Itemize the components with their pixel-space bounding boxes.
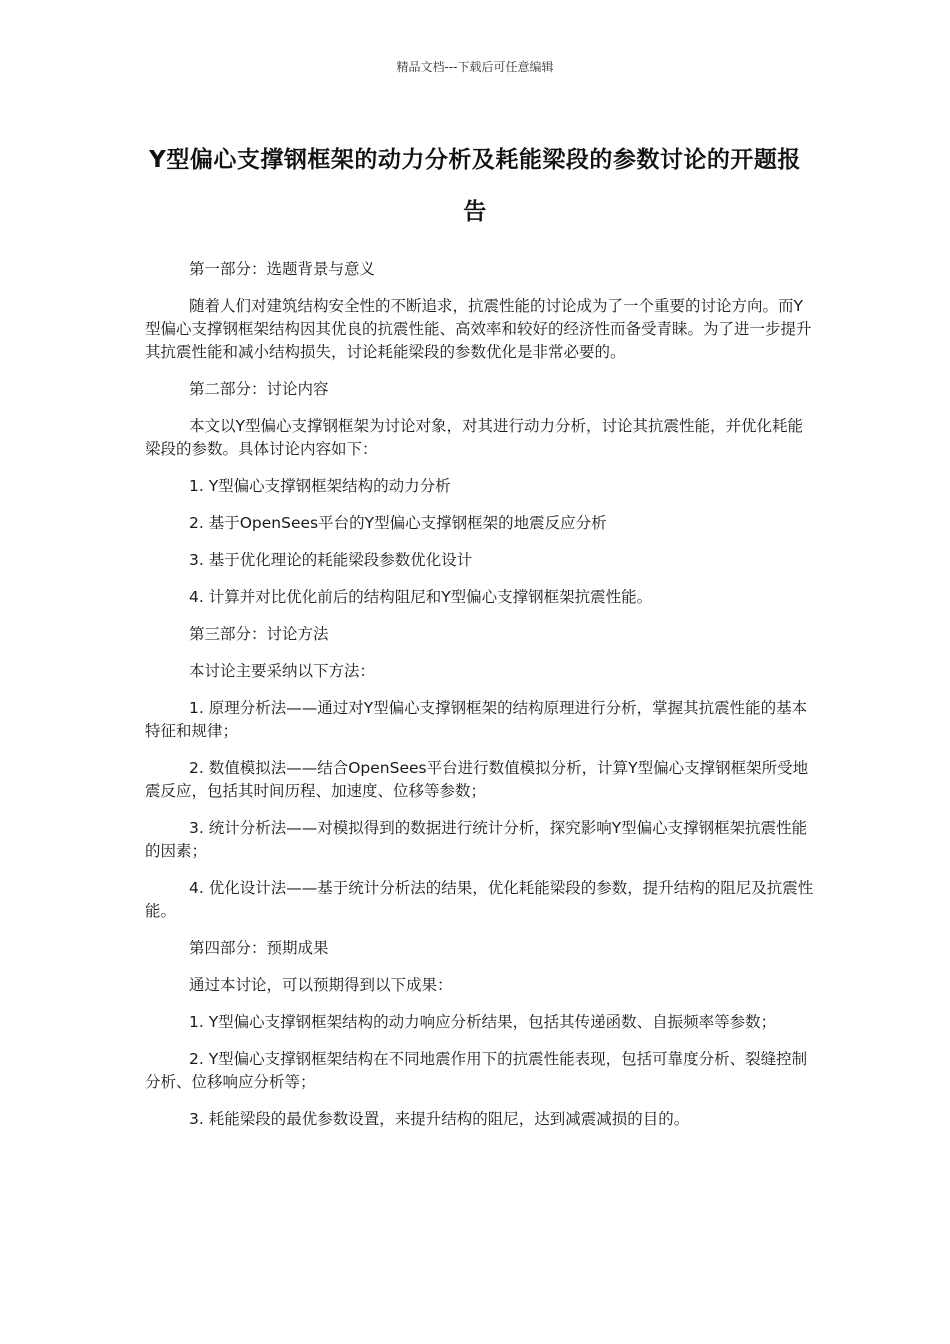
list-item: 1. 原理分析法——通过对Y型偏心支撑钢框架的结构原理进行分析，掌握其抗震性能的基本特征和规律；	[145, 699, 808, 740]
list-item: 1. Y型偏心支撑钢框架结构的动力分析	[189, 477, 451, 495]
document-body	[145, 258, 815, 1145]
section-heading: 第二部分：讨论内容	[189, 380, 329, 398]
section-heading: 第一部分：选题背景与意义	[189, 260, 376, 278]
paragraph: 随着人们对建筑结构安全性的不断追求，抗震性能的讨论成为了一个重要的讨论方向。而Y型偏心支撑钢框架结构因其优良的抗震性能、高效率和较好的经济性而备受青睐。为了进一步提升其抗震性能和减小结构损失，讨论耗能梁段的参数优化是非常必要的。	[145, 297, 812, 361]
list-item: 2. Y型偏心支撑钢框架结构在不同地震作用下的抗震性能表现，包括可靠度分析、裂缝控制分析、位移响应分析等；	[145, 1050, 808, 1091]
list-item: 3. 耗能梁段的最优参数设置，来提升结构的阻尼，达到减震减损的目的。	[189, 1110, 690, 1128]
list-item: 4. 计算并对比优化前后的结构阻尼和Y型偏心支撑钢框架抗震性能。	[189, 588, 653, 606]
section-heading: 第三部分：讨论方法	[189, 625, 329, 643]
list-item: 2. 数值模拟法——结合OpenSees平台进行数值模拟分析，计算Y型偏心支撑钢框架所受地震反应，包括其时间历程、加速度、位移等参数；	[145, 759, 809, 800]
header-note: 精品文档---下载后可任意编辑	[396, 60, 554, 74]
list-item: 2. 基于OpenSees平台的Y型偏心支撑钢框架的地震反应分析	[189, 514, 607, 532]
paragraph: 通过本讨论，可以预期得到以下成果：	[189, 976, 453, 994]
list-item: 1. Y型偏心支撑钢框架结构的动力响应分析结果，包括其传递函数、自振频率等参数；	[189, 1013, 777, 1031]
list-item: 3. 统计分析法——对模拟得到的数据进行统计分析，探究影响Y型偏心支撑钢框架抗震性能的因素；	[145, 819, 808, 860]
list-item: 3. 基于优化理论的耗能梁段参数优化设计	[189, 551, 473, 569]
paragraph: 本讨论主要采纳以下方法：	[189, 662, 376, 680]
section-heading: 第四部分：预期成果	[189, 939, 329, 957]
document-title: Y型偏心支撑钢框架的动力分析及耗能梁段的参数讨论的开题报告	[149, 147, 801, 225]
paragraph: 本文以Y型偏心支撑钢框架为讨论对象，对其进行动力分析，讨论其抗震性能，并优化耗能梁段的参数。具体讨论内容如下：	[145, 417, 803, 458]
list-item: 4. 优化设计法——基于统计分析法的结果，优化耗能梁段的参数，提升结构的阻尼及抗震性能。	[145, 879, 814, 920]
